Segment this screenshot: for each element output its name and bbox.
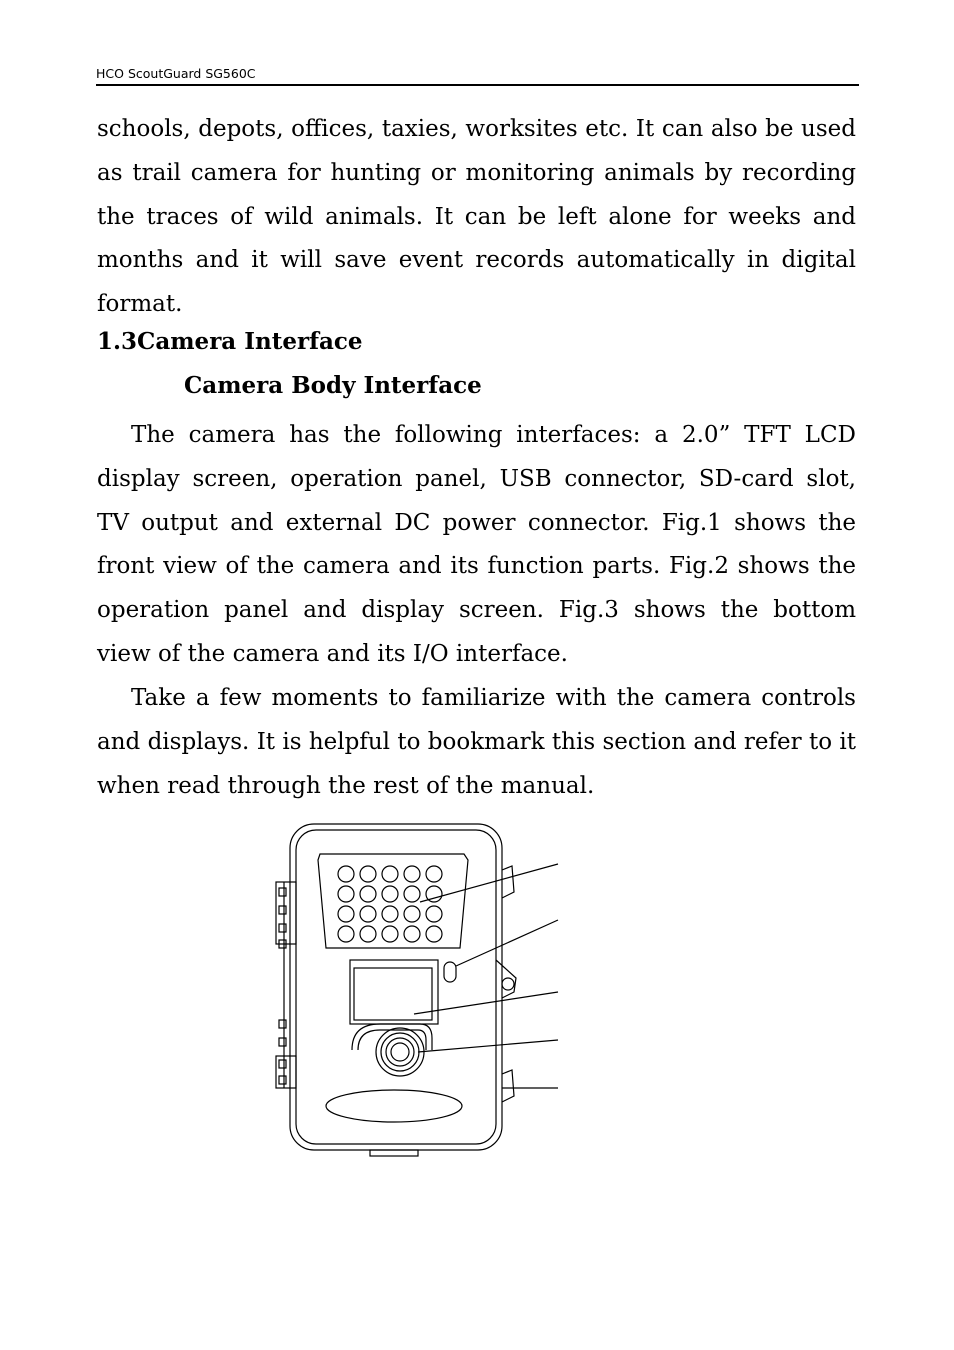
familiarize-paragraph: Take a few moments to familiarize with the camera controls and displays. It is helpful to bookmark this section and refer to it when read through the rest of the manual. [97, 685, 856, 799]
intro-paragraph: schools, depots, offices, taxies, worksites etc. It can also be used as trail camera for hunting or monitoring animals by recording the traces of wild animals. It can be left alone for weeks and months and it will save event records automatically in digital format. [97, 116, 856, 318]
subsection-heading: Camera Body Interface [184, 372, 482, 399]
camera-front-view-figure [270, 820, 570, 1160]
section-heading: 1.3Camera Interface [97, 328, 363, 355]
page-header: HCO ScoutGuard SG560C [96, 66, 859, 86]
interfaces-paragraph: The camera has the following interfaces: a 2.0” TFT LCD display screen, operation panel, USB connector, SD-card slot, TV output and external DC power connector. Fig.1 shows the front view of the camera and its function parts. Fig.2 shows the operation panel and display screen. Fig.3 shows the bottom view of the camera and its I/O interface. [97, 422, 856, 667]
trail-camera-icon [270, 820, 570, 1160]
